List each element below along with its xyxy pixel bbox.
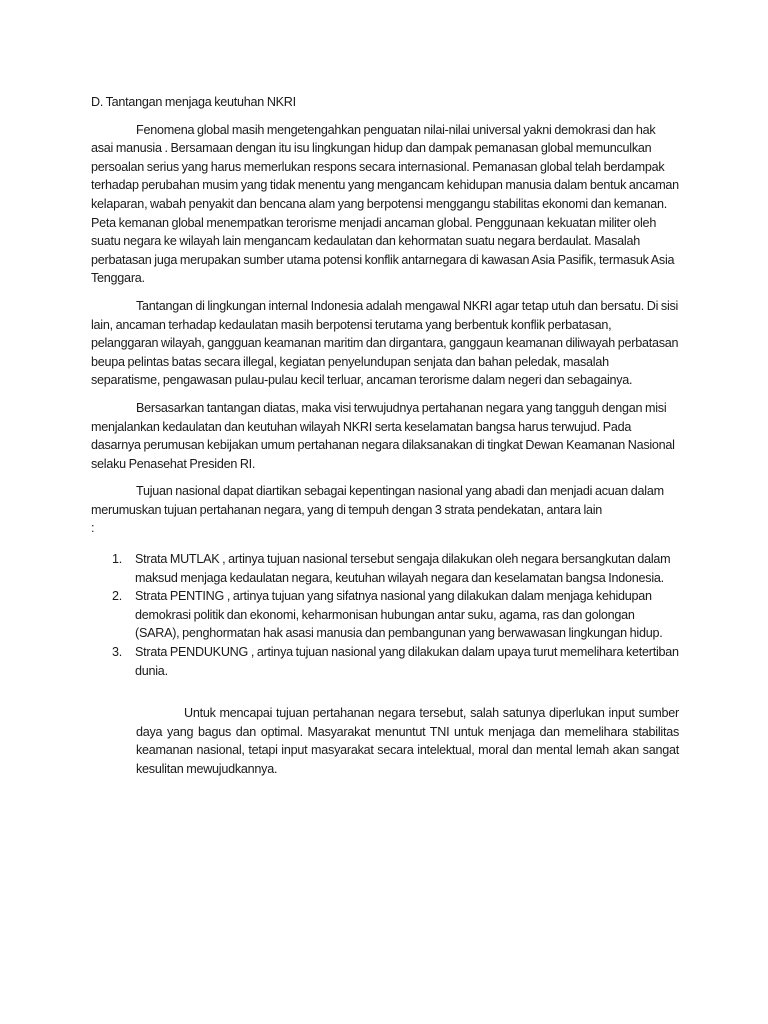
list-item-strata-pendukung (91, 643, 679, 680)
list-item-strata-penting (91, 587, 679, 643)
list-item-strata-mutlak (91, 550, 679, 587)
paragraph-national-goals: Tujuan nasional dapat diartikan sebagai kepentingan nasional yang abadi dan menjadi acuan dalam merumuskan tujuan pertahanan negara, yang di tempuh dengan 3 strata pendekatan, antara lain (91, 484, 664, 517)
colon-line: : (91, 521, 95, 536)
list-item-text: Strata PENTING , artinya tujuan yang sifatnya nasional yang dilakukan dalam menjaga kehidupan demokrasi politik dan ekonomi, keharmonisan hubungan antar suku, agama, ras dan golongan (SARA), penghormatan hak asasi manusia dan pembangunan yang berwawasan lingkungan hidup. (135, 589, 663, 641)
document-body (91, 93, 679, 779)
paragraph-defense-vision: Bersasarkan tantangan diatas, maka visi terwujudnya pertahanan negara yang tangguh dengan misi menjalankan kedaulatan dan keutuhan wilayah NKRI serta keselamatan bangsa harus terwujud. Pada dasarnya perumusan kebijakan umum pertahanan negara dilaksanakan di tingkat Dewan Keamanan Nasional selaku Penasehat Presiden RI. (91, 400, 675, 471)
list-item-text: Strata PENDUKUNG , artinya tujuan nasional yang dilakukan dalam upaya turut memelihara ketertiban dunia. (135, 645, 679, 678)
list-number: 2. (112, 589, 123, 604)
paragraph-internal-challenges: Tantangan di lingkungan internal Indonesia adalah mengawal NKRI agar tetap utuh dan bersatu. Di sisi lain, ancaman terhadap kedaulatan masih berpotensi terutama yang berbentuk konflik perbatasan, pelanggaran wilayah, gangguan keamanan maritim dan dirgantara, ganggaun keamanan diliwayah perbatasan beupa pelintas batas secara illegal, kegiatan penyelundupan senjata dan bahan peledak, masalah separatisme, pengawasan pulau-pulau kecil terluar, ancaman terorisme dalam negeri dan sebagainya. (91, 298, 679, 388)
paragraph-final: Untuk mencapai tujuan pertahanan negara tersebut, salah satunya diperlukan input sumber daya yang bagus dan optimal. Masyarakat menuntut TNI untuk menjaga dan memelihara stabilitas keamanan nasional, tetapi input masyarakat secara intelektual, moral dan mental lemah akan sangat kesulitan mewujudkannya. (136, 706, 679, 776)
list-number: 3. (112, 645, 123, 660)
list-number: 1. (112, 552, 123, 567)
list-item-text: Strata MUTLAK , artinya tujuan nasional tersebut sengaja dilakukan oleh negara bersangkutan dalam maksud menjaga kedaulatan negara, keutuhan wilayah negara dan keselamatan bangsa Indonesia. (135, 552, 671, 585)
paragraph-global-phenomena: Fenomena global masih mengetengahkan penguatan nilai-nilai universal yakni demokrasi dan hak asai manusia . Bersamaan dengan itu isu lingkungan hidup dan dampak pemanasan global memunculkan persoalan serius yang harus memerlukan respons secara internasional. Pemanasan global telah berdampak terhadap perubahan musim yang tidak menentu yang mengancam kehidupan manusia dalam bentuk ancaman kelaparan, wabah penyakit dan bencana alam yang berpotensi menggangu stabilitas ekonomi dan kemanan. Peta kemanan global menempatkan terorisme menjadi ancaman global. Penggunaan kekuatan militer oleh suatu negara ke wilayah lain mengancam kedaulatan dan kehormatan suatu negara berdaulat. Masalah perbatasan juga merupakan sumber utama potensi konflik antarnegara di kawasan Asia Pasifik, termasuk Asia Tenggara. (91, 122, 679, 286)
strata-list (91, 550, 679, 680)
section-heading: D. Tantangan menjaga keutuhan NKRI (91, 95, 296, 109)
